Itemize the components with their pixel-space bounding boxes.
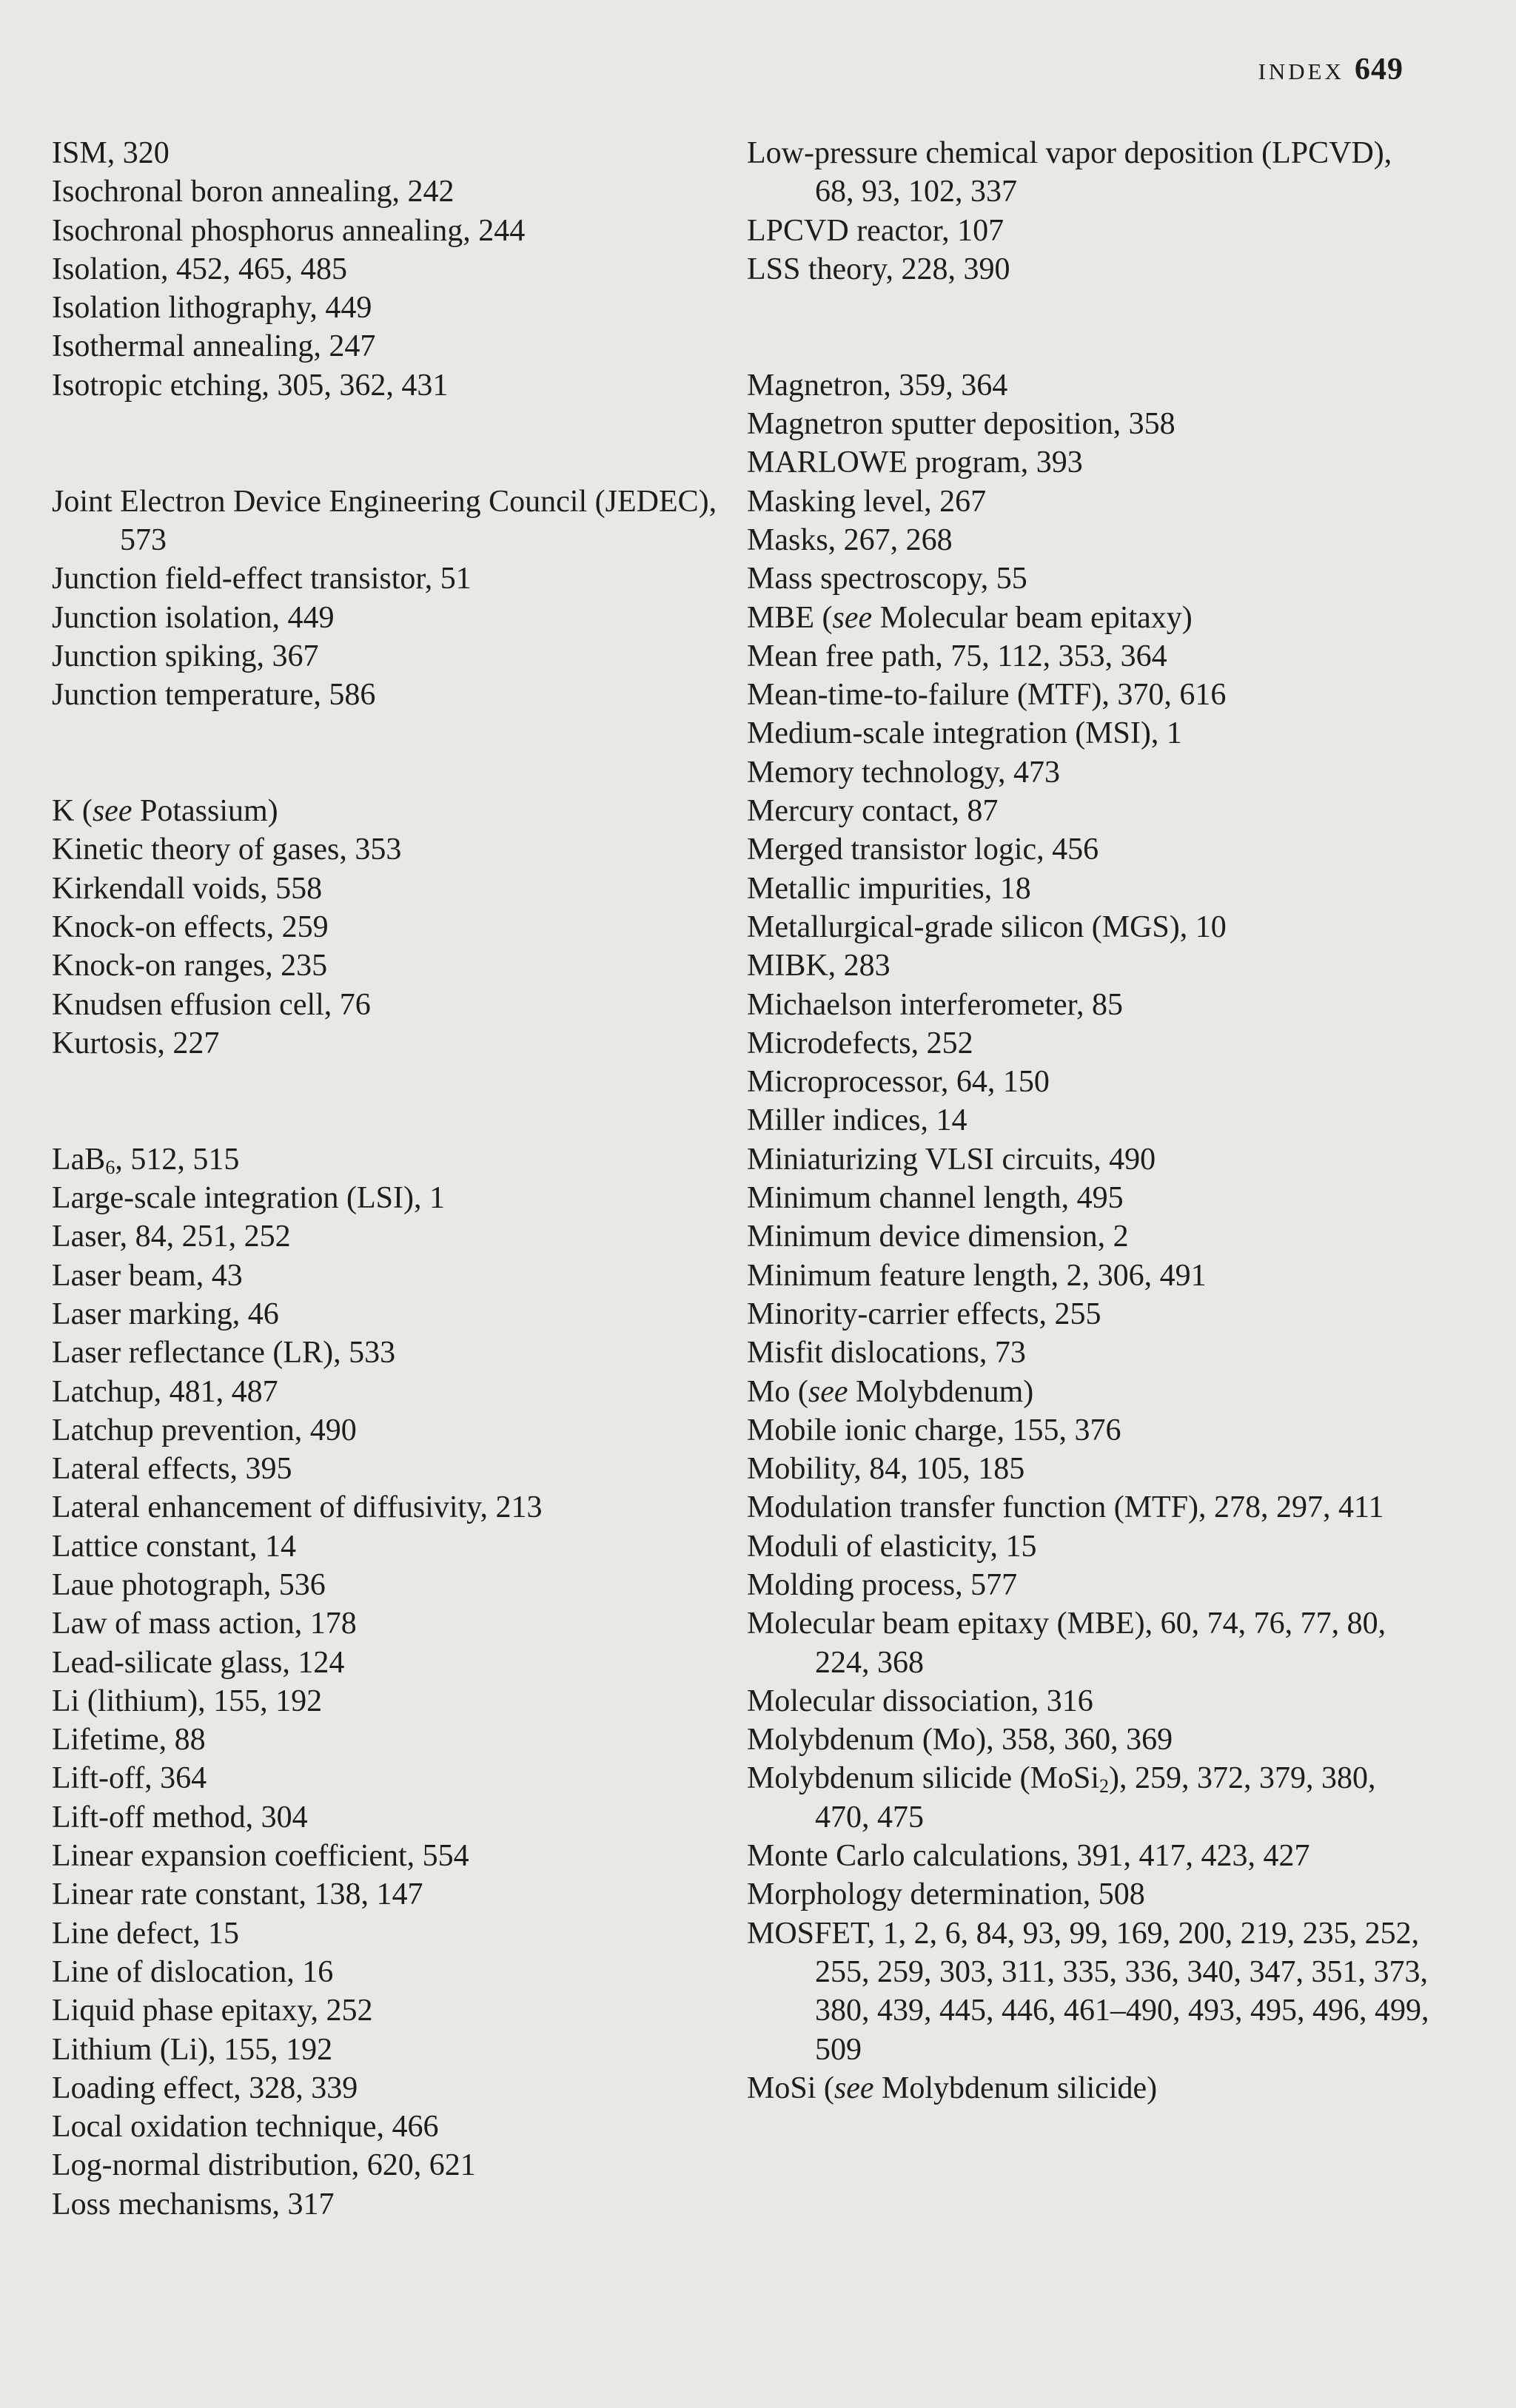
index-entry: Kinetic theory of gases, 353 — [52, 833, 402, 867]
index-entry: Miller indices, 14 — [747, 1103, 967, 1138]
index-entry: MOSFET, 1, 2, 6, 84, 93, 99, 169, 200, 219, 235, 252, 255, 259, 303, 311, 335, 336, 340, 347, 351, 373, 380, 439, 445, 446, 461–490, 493, 495, 496, 499, 509 — [747, 1916, 1429, 2067]
index-entry: Magnetron sputter deposition, 358 — [747, 407, 1175, 442]
index-entry: Morphology determination, 508 — [747, 1877, 1145, 1912]
index-entry: LSS theory, 228, 390 — [747, 252, 1010, 286]
index-entry: Kirkendall voids, 558 — [52, 871, 323, 906]
index-entry: Isotropic etching, 305, 362, 431 — [52, 368, 449, 403]
index-entry: Lift-off, 364 — [52, 1761, 207, 1796]
index-entry: Li (lithium), 155, 192 — [52, 1684, 323, 1718]
index-entry: Liquid phase epitaxy, 252 — [52, 1994, 373, 2028]
index-entry: Minimum channel length, 495 — [747, 1181, 1124, 1216]
index-entry: Low-pressure chemical vapor deposition (LPCVD), 68, 93, 102, 337 — [747, 136, 1392, 209]
section-gap — [747, 289, 1435, 366]
index-entry-mo: Mo (see Molybdenum) — [747, 1374, 1034, 1409]
index-entry: Lead-silicate glass, 124 — [52, 1645, 345, 1680]
index-entry: Moduli of elasticity, 15 — [747, 1529, 1037, 1564]
index-entry: Junction temperature, 586 — [52, 678, 376, 713]
index-entry: Junction field-effect transistor, 51 — [52, 562, 472, 596]
index-entry: ISM, 320 — [52, 136, 170, 170]
index-entry: Kurtosis, 227 — [52, 1026, 220, 1060]
index-entry: Isothermal annealing, 247 — [52, 329, 376, 364]
index-entry: Law of mass action, 178 — [52, 1607, 357, 1641]
index-entry: Molybdenum (Mo), 358, 360, 369 — [747, 1723, 1173, 1758]
index-entry: Miniaturizing VLSI circuits, 490 — [747, 1142, 1156, 1177]
index-entry: Misfit dislocations, 73 — [747, 1336, 1026, 1371]
index-entry: Masking level, 267 — [747, 484, 987, 519]
index-entry: Line of dislocation, 16 — [52, 1954, 334, 1989]
index-entry: Lateral effects, 395 — [52, 1452, 292, 1487]
index-entry: Masks, 267, 268 — [747, 522, 953, 557]
section-gap — [52, 714, 718, 792]
index-entry: Line defect, 15 — [52, 1916, 240, 1951]
index-entry: Michaelson interferometer, 85 — [747, 987, 1123, 1022]
index-entry: Laser marking, 46 — [52, 1297, 279, 1331]
index-entry: Minority-carrier effects, 255 — [747, 1297, 1101, 1331]
index-entry: Knudsen effusion cell, 76 — [52, 987, 371, 1022]
index-entry: Knock-on ranges, 235 — [52, 949, 328, 983]
section-gap — [52, 1063, 718, 1140]
index-entry: LPCVD reactor, 107 — [747, 213, 1004, 248]
index-entry: Molding process, 577 — [747, 1567, 1018, 1602]
index-entry: Medium-scale integration (MSI), 1 — [747, 716, 1182, 751]
index-entry: Monte Carlo calculations, 391, 417, 423, 427 — [747, 1839, 1310, 1874]
index-entry: Joint Electron Device Engineering Council (JEDEC), 573 — [52, 484, 717, 557]
index-column-right — [747, 134, 1435, 2108]
index-entry: Laser reflectance (LR), 533 — [52, 1336, 396, 1371]
index-entry: Mass spectroscopy, 55 — [747, 562, 1027, 596]
index-entry: Loading effect, 328, 339 — [52, 2071, 358, 2105]
index-entry: Mobility, 84, 105, 185 — [747, 1452, 1025, 1487]
index-entry: Mobile ionic charge, 155, 376 — [747, 1413, 1121, 1447]
index-entry: Latchup prevention, 490 — [52, 1413, 357, 1447]
index-entry: Minimum device dimension, 2 — [747, 1220, 1129, 1254]
index-entry: Modulation transfer function (MTF), 278, 297, 411 — [747, 1490, 1384, 1525]
index-entry: Molecular beam epitaxy (MBE), 60, 74, 76, 77, 80, 224, 368 — [747, 1607, 1386, 1680]
index-entry: Large-scale integration (LSI), 1 — [52, 1181, 446, 1216]
index-entry: Metallic impurities, 18 — [747, 871, 1031, 906]
index-entry-lab6: LaB$_6$, 512, 515 — [52, 1142, 240, 1178]
index-entry: Isochronal phosphorus annealing, 244 — [52, 213, 526, 248]
index-column-left — [52, 134, 718, 2224]
index-entry: Lift-off method, 304 — [52, 1800, 308, 1834]
index-entry: Mean free path, 75, 112, 353, 364 — [747, 639, 1167, 673]
index-entry: MIBK, 283 — [747, 949, 891, 983]
running-header-label: INDEX — [1258, 58, 1344, 84]
index-entry: Microdefects, 252 — [747, 1026, 973, 1060]
index-entry-mosi2: Molybdenum silicide (MoSi$_2$), 259, 372, 379, 380, 470, 475 — [747, 1761, 1376, 1834]
index-entry: Isolation lithography, 449 — [52, 291, 372, 326]
index-entry-mosi: MoSi (see Molybdenum silicide) — [747, 2071, 1158, 2105]
index-entry: Microprocessor, 64, 150 — [747, 1065, 1050, 1100]
index-entry: Molecular dissociation, 316 — [747, 1684, 1093, 1718]
index-entry: Lithium (Li), 155, 192 — [52, 2032, 333, 2067]
index-entry: Lateral enhancement of diffusivity, 213 — [52, 1490, 543, 1525]
index-entry: Log-normal distribution, 620, 621 — [52, 2148, 476, 2183]
index-entry: Memory technology, 473 — [747, 755, 1061, 790]
index-entry: Loss mechanisms, 317 — [52, 2187, 335, 2222]
index-entry: Latchup, 481, 487 — [52, 1374, 278, 1409]
index-entry: Merged transistor logic, 456 — [747, 833, 1099, 867]
index-entry: Magnetron, 359, 364 — [747, 368, 1008, 403]
index-entry: Metallurgical-grade silicon (MGS), 10 — [747, 909, 1227, 944]
index-entry: Laue photograph, 536 — [52, 1567, 326, 1602]
index-entry: MARLOWE program, 393 — [747, 445, 1083, 480]
index-entry: Lifetime, 88 — [52, 1723, 206, 1758]
section-gap — [52, 405, 718, 482]
index-entry: Isochronal boron annealing, 242 — [52, 175, 455, 209]
index-entry: Local oxidation technique, 466 — [52, 2110, 439, 2145]
running-header — [1258, 52, 1403, 87]
index-entry-mbe: MBE (see Molecular beam epitaxy) — [747, 600, 1193, 635]
index-entry: Minimum feature length, 2, 306, 491 — [747, 1258, 1207, 1293]
index-entry: Linear rate constant, 138, 147 — [52, 1877, 423, 1912]
index-entry: Knock-on effects, 259 — [52, 909, 329, 944]
index-entry: Isolation, 452, 465, 485 — [52, 252, 347, 286]
index-entry: Mercury contact, 87 — [747, 794, 999, 829]
index-entry: Mean-time-to-failure (MTF), 370, 616 — [747, 678, 1227, 713]
index-entry: Junction isolation, 449 — [52, 600, 335, 635]
index-entry: Laser, 84, 251, 252 — [52, 1220, 291, 1254]
page-number: 649 — [1355, 53, 1403, 87]
index-entry: Linear expansion coefficient, 554 — [52, 1839, 469, 1874]
index-entry: Junction spiking, 367 — [52, 639, 319, 673]
index-entry-potassium: K (see Potassium) — [52, 794, 278, 829]
index-entry: Laser beam, 43 — [52, 1258, 243, 1293]
index-entry: Lattice constant, 14 — [52, 1529, 297, 1564]
